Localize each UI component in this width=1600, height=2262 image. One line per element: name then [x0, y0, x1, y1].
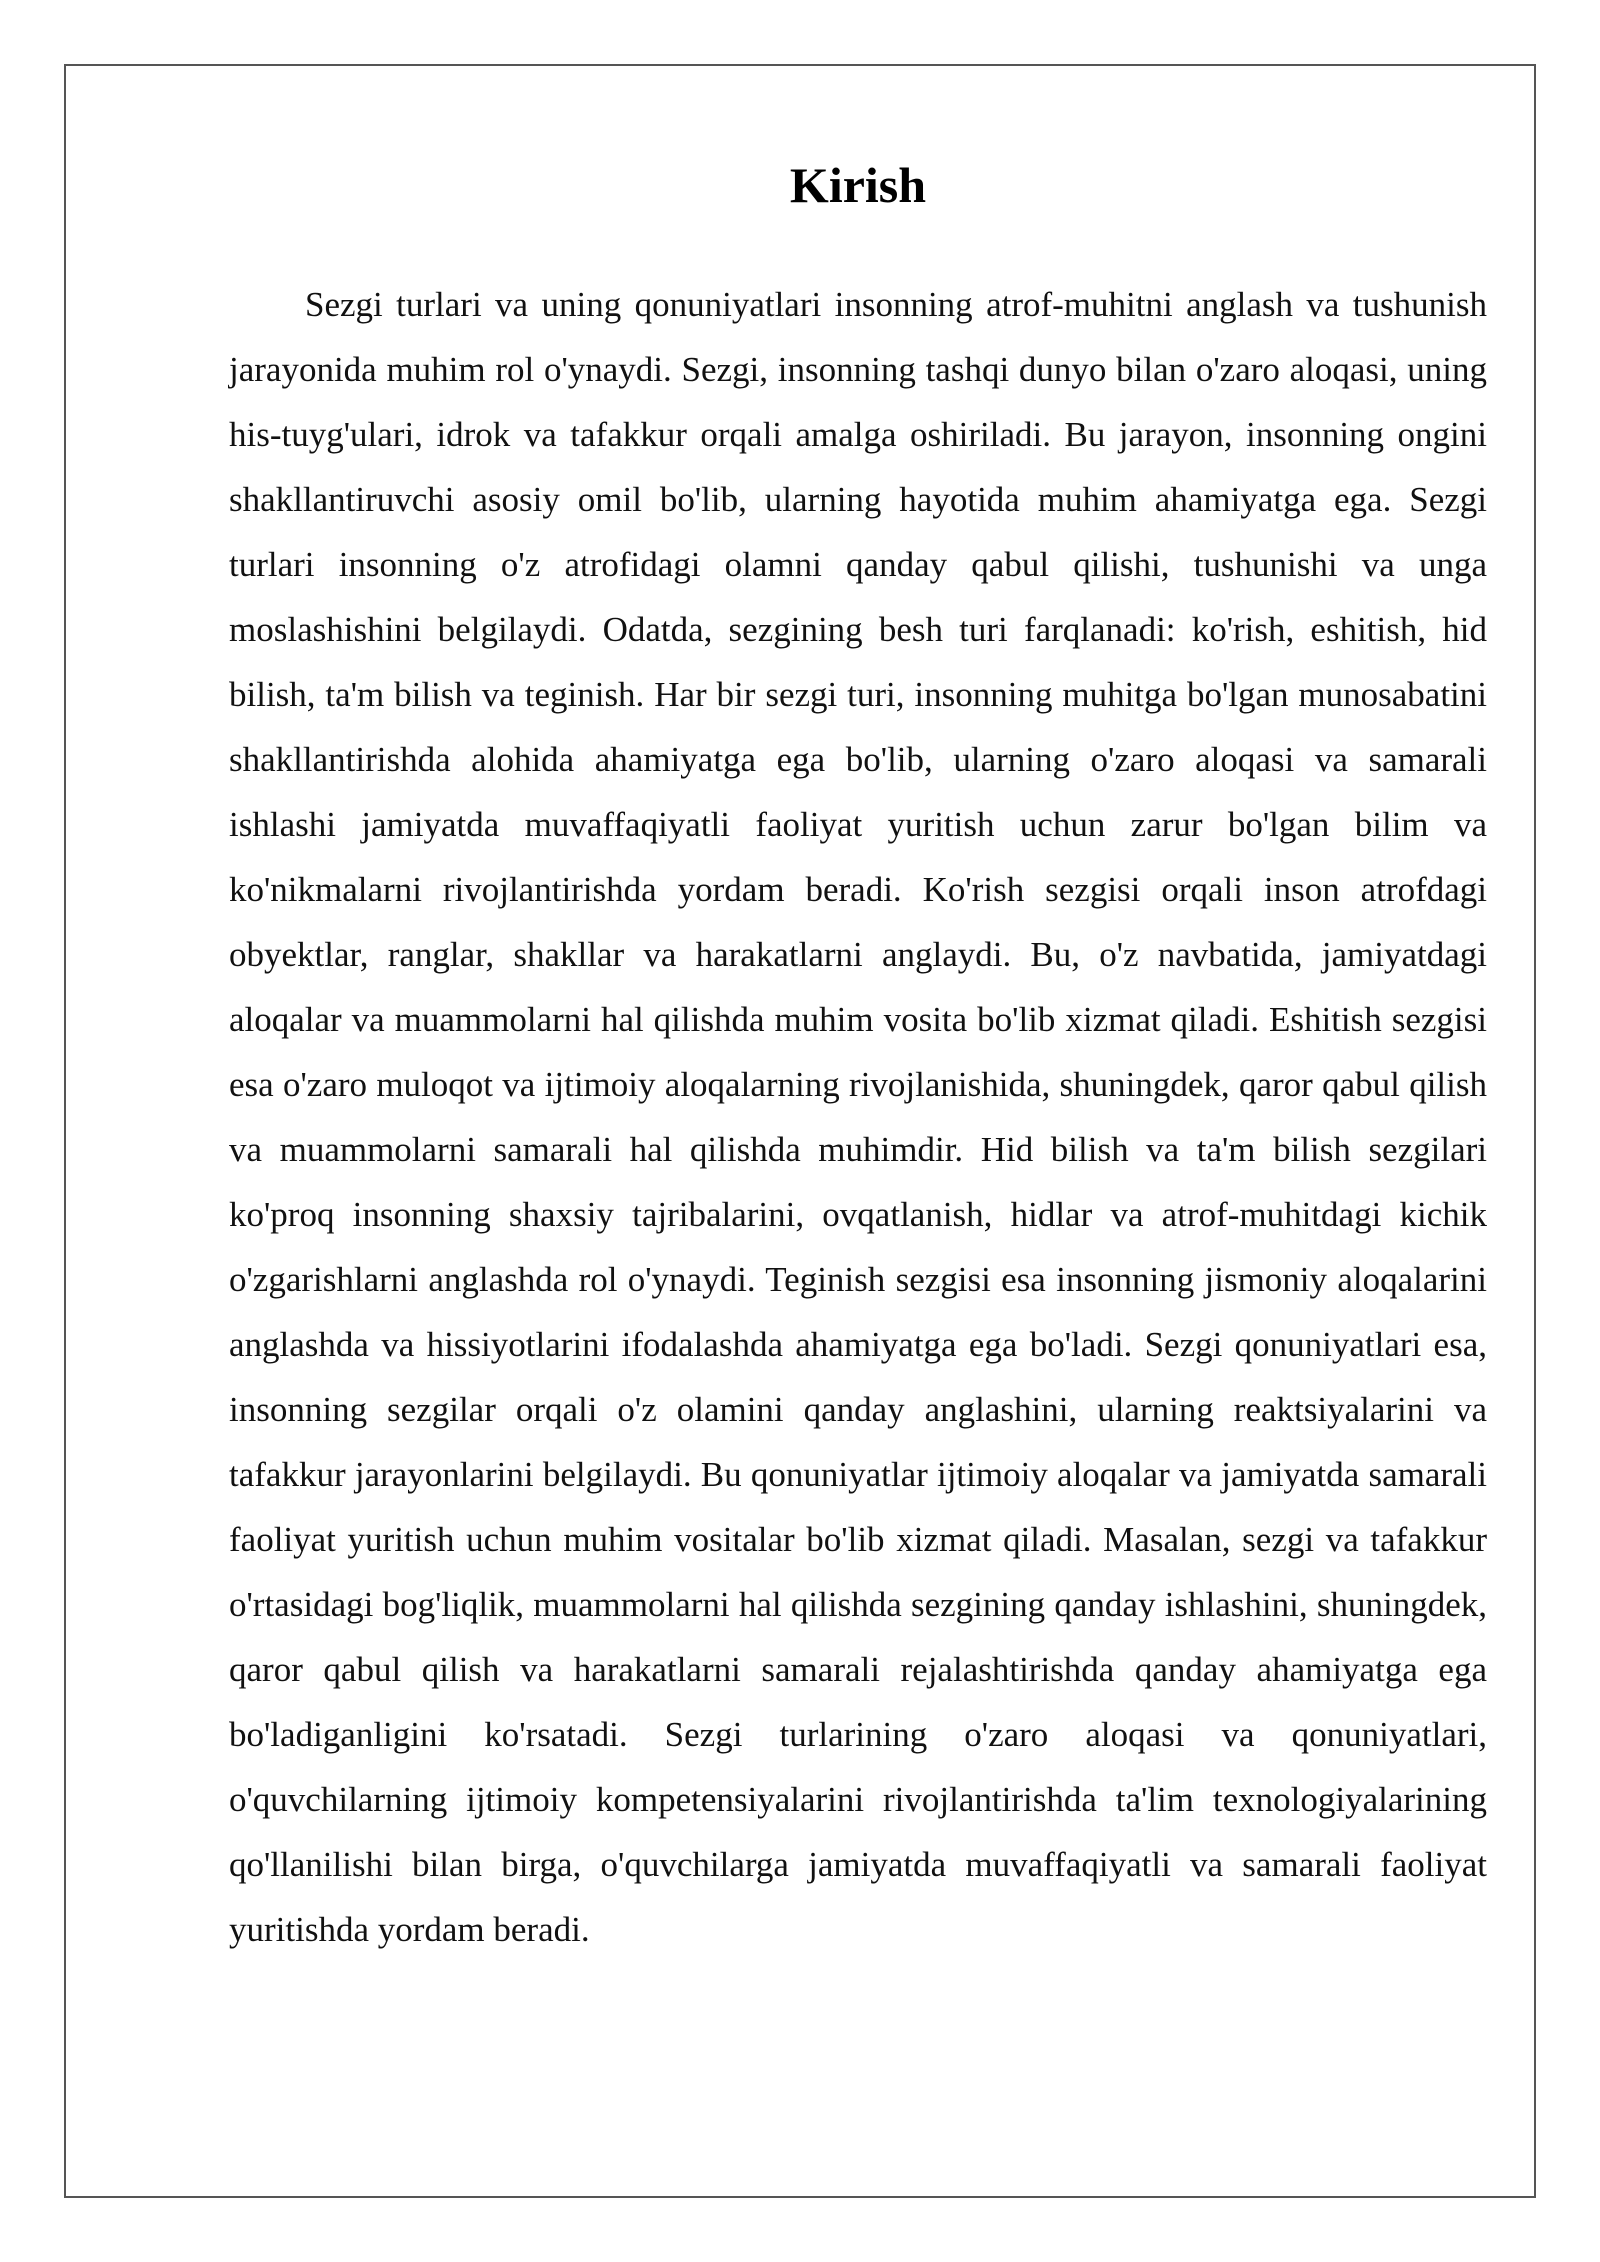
body-paragraph: Sezgi turlari va uning qonuniyatlari insonning atrof-muhitni anglash va tushunish jarayonida muhim rol o'ynaydi. Sezgi, insonning tashqi dunyo bilan o'zaro aloqasi, uning his-tuyg'ulari, idrok va tafakkur orqali amalga oshiriladi. Bu jarayon, insonning ongini shakllantiruvchi asosiy omil bo'lib, ularning hayotida muhim ahamiyatga ega. Sezgi turlari insonning o'z atrofidagi olamni qanday qabul qilishi, tushunishi va unga moslashishini belgilaydi. Odatda, sezgining besh turi farqlanadi: ko'rish, eshitish, hid bilish, ta'm bilish va teginish. Har bir sezgi turi, insonning muhitga bo'lgan munosabatini shakllantirishda alohida ahamiyatga ega bo'lib, ularning o'zaro aloqasi va samarali ishlashi jamiyatda muvaffaqiyatli faoliyat yuritish uchun zarur bo'lgan bilim va ko'nikmalarni rivojlantirishda yordam beradi. Ko'rish sezgisi orqali inson atrofdagi obyektlar, ranglar, shakllar va harakatlarni anglaydi. Bu, o'z navbatida, jamiyatdagi aloqalar va muammolarni hal qilishda muhim vosita bo'lib xizmat qiladi. Eshitish sezgisi esa o'zaro muloqot va ijtimoiy aloqalarning rivojlanishida, shuningdek, qaror qabul qilish va muammolarni samarali hal qilishda muhimdir. Hid bilish va ta'm bilish sezgilari ko'proq insonning shaxsiy tajribalarini, ovqatlanish, hidlar va atrof-muhitdagi kichik o'zgarishlarni anglashda rol o'ynaydi. Teginish sezgisi esa insonning jismoniy aloqalarini anglashda va hissiyotlarini ifodalashda ahamiyatga ega bo'ladi. Sezgi qonuniyatlari esa, insonning sezgilar orqali o'z olamini qanday anglashini, ularning reaktsiyalarini va tafakkur jarayonlarini belgilaydi. Bu qonuniyatlar ijtimoiy aloqalar va jamiyatda samarali faoliyat yuritish uchun muhim vositalar bo'lib xizmat qiladi. Masalan, sezgi va tafakkur o'rtasidagi bog'liqlik, muammolarni hal qilishda sezgining qanday ishlashini, shuningdek, qaror qabul qilish va harakatlarni samarali rejalashtirishda qanday ahamiyatga ega bo'ladiganligini ko'rsatadi. Sezgi turlarining o'zaro aloqasi va qonuniyatlari, o'quvchilarning ijtimoiy kompetensiyalarini rivojlantirishda ta'lim texnologiyalarining qo'llanilishi bilan birga, o'quvchilarga jamiyatda muvaffaqiyatli va samarali faoliyat yuritishda yordam beradi. — [229, 285, 1487, 1949]
page-title: Kirish — [789, 157, 927, 213]
document-content — [229, 150, 1487, 1962]
